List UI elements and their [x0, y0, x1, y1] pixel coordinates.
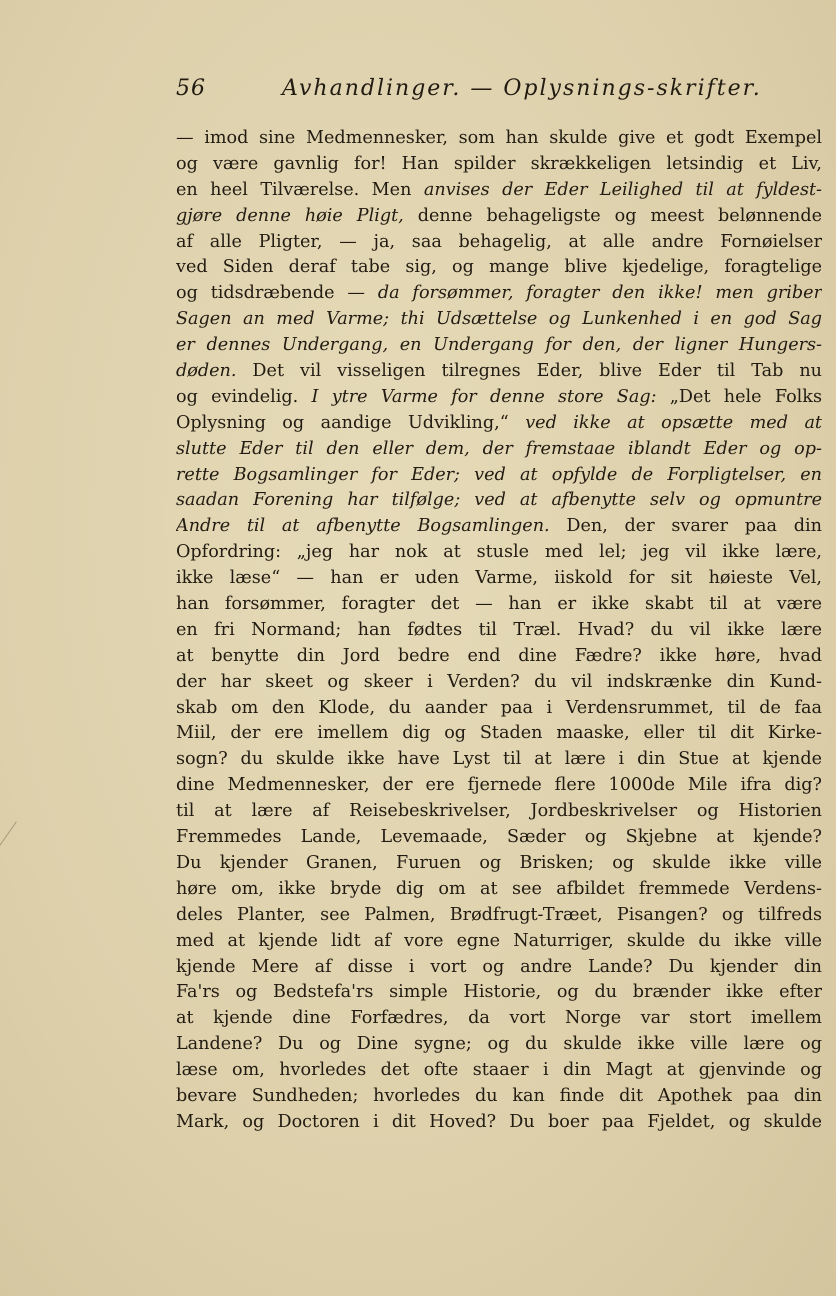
text-segment: høre om, ikke bryde dig om at see afbildet fremmede Verdens- — [176, 878, 822, 899]
text-line — [176, 618, 822, 644]
text-segment: Den, der svarer paa din — [549, 516, 822, 537]
text-segment: dine Medmennesker, der ere fjernede flere 1000de Mile ifra dig? — [176, 775, 822, 796]
text-segment: med at kjende lidt af vore egne Naturriger, skulde du ikke ville — [176, 930, 822, 951]
text-line — [176, 281, 822, 307]
text-line — [176, 385, 822, 411]
page-header — [176, 76, 762, 108]
text-line — [176, 670, 822, 696]
text-segment: Det vil visseligen tilregnes Eder, blive Eder til Tab nu — [236, 361, 822, 382]
text-segment: Du kjender Granen, Furuen og Brisken; og skulde ikke ville — [176, 852, 822, 873]
text-line — [176, 230, 822, 256]
text-line — [176, 463, 822, 489]
text-segment: og være gavnlig for! Han spilder skrækkeligen letsindig et Liv, — [176, 153, 822, 174]
text-line — [176, 178, 822, 204]
text-segment: Miil, der ere imellem dig og Staden maaske, eller til dit Kirke- — [176, 723, 822, 744]
text-line — [176, 747, 822, 773]
italic-text: I ytre Varme for denne store Sag: — [311, 386, 657, 407]
text-line — [176, 1084, 822, 1110]
text-line — [176, 980, 822, 1006]
text-line — [176, 773, 822, 799]
text-segment: at benytte din Jord bedre end dine Fædre? ikke høre, hvad — [176, 645, 822, 666]
text-line — [176, 877, 822, 903]
italic-text: Sagen an med Varme; thi Udsættelse og Lunkenhed i en god Sag — [176, 309, 822, 330]
text-line — [176, 333, 822, 359]
page-number: 56 — [176, 76, 206, 101]
text-segment: Fa'rs og Bedstefa'rs simple Historie, og du brænder ikke efter — [176, 982, 822, 1003]
text-segment: „Det hele Folks — [656, 386, 822, 407]
text-segment: at kjende dine Forfædres, da vort Norge var stort imellem — [176, 1008, 822, 1029]
text-segment: til at lære af Reisebeskrivelser, Jordbeskrivelser og Historien — [176, 801, 822, 822]
text-line — [176, 1058, 822, 1084]
italic-text: slutte Eder til den eller dem, der fremstaae iblandt Eder og op- — [176, 438, 822, 459]
text-segment: ikke læse“ — han er uden Varme, iiskold for sit høieste Vel, — [176, 568, 822, 589]
text-segment: denne behageligste og meest belønnende — [403, 205, 822, 226]
margin-mark — [0, 821, 28, 854]
italic-text: rette Bogsamlinger for Eder; ved at opfylde de Forpligtelser, en — [176, 464, 822, 485]
text-segment: — imod sine Medmennesker, som han skulde give et godt Exempel — [176, 128, 822, 148]
text-segment: kjende Mere af disse i vort og andre Lande? Du kjender din — [176, 956, 822, 977]
italic-text: døden. — [176, 361, 237, 382]
text-line — [176, 721, 822, 747]
text-line — [176, 307, 822, 333]
text-segment: deles Planter, see Palmen, Brødfrugt-Træet, Pisangen? og tilfreds — [176, 904, 822, 925]
text-line — [176, 204, 822, 230]
italic-text: er dennes Undergang, en Undergang for den, der ligner Hungers- — [176, 335, 822, 356]
text-line — [176, 255, 822, 281]
italic-text: da forsømmer, foragter den ikke! men griber — [377, 283, 822, 304]
text-line — [176, 566, 822, 592]
italic-text: gjøre denne høie Pligt, — [176, 205, 404, 226]
text-line — [176, 488, 822, 514]
text-segment: og tidsdræbende — — [176, 283, 378, 304]
text-line — [176, 152, 822, 178]
text-segment: skab om den Klode, du aander paa i Verdensrummet, til de faa — [176, 697, 822, 718]
text-line — [176, 955, 822, 981]
text-segment: og evindelig. — [176, 386, 312, 407]
text-segment: en fri Normand; han fødtes til Træl. Hvad? du vil ikke lære — [176, 619, 822, 640]
text-segment: af alle Pligter, — ja, saa behagelig, at alle andre Fornøielser — [176, 231, 822, 252]
text-line — [176, 1032, 822, 1058]
text-segment: bevare Sundheden; hvorledes du kan finde dit Apothek paa din — [176, 1085, 822, 1106]
text-segment: Opfordring: „jeg har nok at stusle med lel; jeg vil ikke lære, — [176, 542, 822, 563]
text-line — [176, 540, 822, 566]
text-line — [176, 929, 822, 955]
text-line — [176, 644, 822, 670]
text-segment: Oplysning og aandige Udvikling,“ — [176, 412, 526, 433]
text-line — [176, 825, 822, 851]
text-segment: sogn? du skulde ikke have Lyst til at lære i din Stue at kjende — [176, 749, 822, 770]
text-line — [176, 1110, 822, 1136]
text-segment: der har skeet og skeer i Verden? du vil indskrænke din Kund- — [176, 671, 822, 692]
italic-text: ved ikke at opsætte med at — [525, 412, 822, 433]
text-line — [176, 359, 822, 385]
text-line — [176, 126, 822, 152]
text-line — [176, 1006, 822, 1032]
text-line — [176, 411, 822, 437]
text-segment: ved Siden deraf tabe sig, og mange blive kjedelige, foragtelige — [176, 257, 822, 278]
text-line — [176, 799, 822, 825]
text-segment: Landene? Du og Dine sygne; og du skulde ikke ville lære og — [176, 1034, 822, 1055]
running-title: Avhandlinger. — Oplysnings-skrifter. — [282, 76, 762, 101]
text-line — [176, 592, 822, 618]
text-segment: Fremmedes Lande, Levemaade, Sæder og Skjebne at kjende? — [176, 827, 822, 848]
text-segment: en heel Tilværelse. Men — [176, 179, 424, 200]
italic-text: Andre til at afbenytte Bogsamlingen. — [176, 516, 550, 537]
text-line — [176, 514, 822, 540]
text-line — [176, 851, 822, 877]
italic-text: anvises der Eder Leilighed til at fyldest- — [423, 179, 822, 200]
text-segment: han forsømmer, foragter det — han er ikke skabt til at være — [176, 594, 822, 615]
italic-text: saadan Forening har tilfølge; ved at afbenytte selv og opmuntre — [176, 490, 822, 511]
text-line — [176, 437, 822, 463]
body-text — [176, 126, 822, 1136]
text-line — [176, 696, 822, 722]
text-segment: læse om, hvorledes det ofte staaer i din Magt at gjenvinde og — [176, 1060, 822, 1081]
text-segment: Mark, og Doctoren i dit Hoved? Du boer paa Fjeldet, og skulde — [176, 1111, 822, 1132]
text-line — [176, 903, 822, 929]
